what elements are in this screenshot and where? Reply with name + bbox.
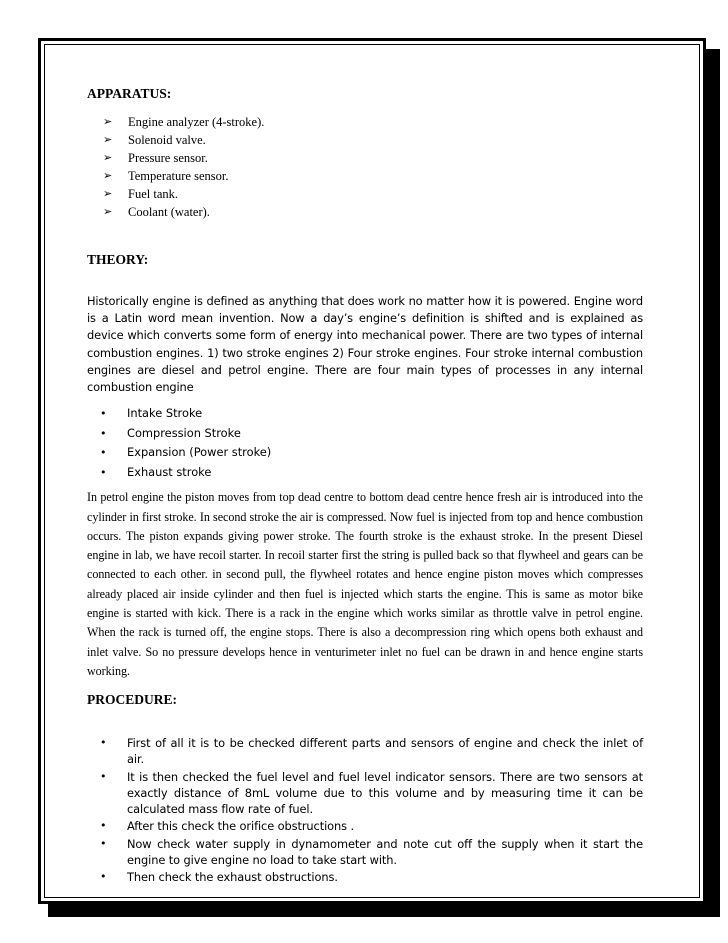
list-item: • First of all it is to be checked different parts and sensors of engine and check the inlet of air. — [100, 736, 643, 767]
apparatus-heading: APPARATUS: — [87, 86, 172, 101]
arrow-bullet-icon: ➢ — [103, 170, 113, 182]
apparatus-list — [87, 113, 643, 221]
list-item: • Then check the exhaust obstructions. — [100, 870, 338, 885]
list-item: ➢ Fuel tank. — [103, 187, 178, 201]
list-item: ➢ Temperature sensor. — [103, 169, 229, 183]
list-item: ➢ Pressure sensor. — [103, 151, 208, 165]
dot-bullet-icon: • — [100, 836, 107, 850]
list-item: • It is then checked the fuel level and fuel level indicator sensors. There are two sensors at exactly distance of 8mL volume due to this volume and by measuring time it can be calculated mass flow rate of fuel. — [100, 769, 643, 816]
dot-bullet-icon: • — [100, 769, 107, 783]
list-item: • Compression Stroke — [87, 424, 643, 444]
dot-bullet-icon: • — [100, 407, 107, 421]
strokes-list — [87, 404, 643, 482]
theory-heading: THEORY: — [87, 252, 149, 267]
arrow-bullet-icon: ➢ — [103, 116, 113, 128]
arrow-bullet-icon: ➢ — [103, 134, 113, 146]
list-item: • Intake Stroke — [87, 404, 643, 424]
procedure-list — [87, 735, 643, 885]
arrow-bullet-icon: ➢ — [103, 188, 113, 200]
dot-bullet-icon: • — [100, 465, 107, 479]
list-item: • Now check water supply in dynamometer and note cut off the supply when it start the engine to give engine no load to take start with. — [100, 836, 643, 867]
dot-bullet-icon: • — [100, 819, 107, 833]
list-item: • Expansion (Power stroke) — [87, 443, 643, 463]
procedure-heading: PROCEDURE: — [87, 692, 177, 708]
list-item: • After this check the orifice obstructions . — [100, 819, 355, 834]
arrow-bullet-icon: ➢ — [103, 206, 113, 218]
dot-bullet-icon: • — [100, 446, 107, 460]
list-item: ➢ Engine analyzer (4-stroke). — [103, 115, 265, 129]
theory-paragraph: Historically engine is defined as anything that does work no matter how it is powered. Engine word is a Latin word mean invention. Now a day’s engine’s definition is shifted and is explained as device which converts some form of energy into mechanical power. There are two types of internal combustion engines. 1) two stroke engines 2) Four stroke engines. Four stroke internal combustion engines are diesel and petrol engine. There are four main types of processes in any internal combustion engine — [87, 294, 643, 395]
dot-bullet-icon: • — [100, 736, 107, 750]
list-item: • Exhaust stroke — [87, 463, 643, 483]
list-item: ➢ Solenoid valve. — [103, 133, 206, 147]
list-item: ➢ Coolant (water). — [103, 205, 210, 219]
page-content — [87, 84, 643, 887]
engine-description-paragraph: In petrol engine the piston moves from top dead centre to bottom dead centre hence fresh air is introduced into the cylinder in first stroke. In second stroke the air is compressed. Now fuel is injected from top and hence combustion occurs. The piston expands giving power stroke. The fourth stroke is the exhaust stroke. In the present Diesel engine in lab, we have recoil starter. In recoil starter first the string is pulled back so that flywheel and gears can be connected to each other. in second pull, the flywheel rotates and hence engine piston moves which compresses already placed air inside cylinder and then fuel is injected which starts the engine. This is same as motor bike engine is started with kick. There is a rack in the engine which works similar as throttle valve in petrol engine. When the rack is turned off, the engine stops. There is also a decompression ring which opens both exhaust and inlet valve. So no pressure develops hence in venturimeter inlet no fuel can be drawn in and hence engine starts working. — [87, 490, 643, 678]
arrow-bullet-icon: ➢ — [103, 152, 113, 164]
dot-bullet-icon: • — [100, 870, 107, 884]
dot-bullet-icon: • — [100, 426, 107, 440]
